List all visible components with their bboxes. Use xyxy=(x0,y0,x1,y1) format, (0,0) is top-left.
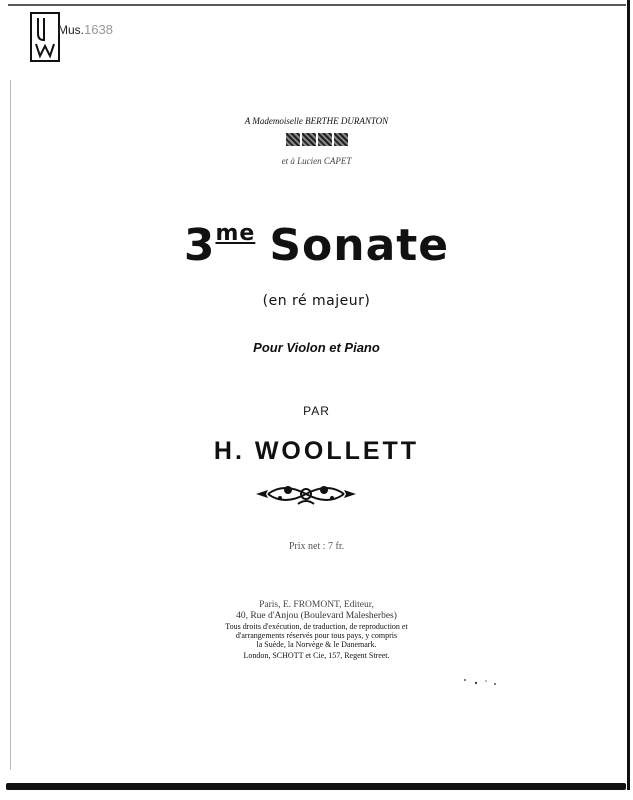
title-ordinal-number: 3 xyxy=(183,220,216,271)
page-edge-bottom xyxy=(6,783,626,790)
price-label: Prix net : 7 fr. xyxy=(288,541,345,552)
page-title xyxy=(0,220,633,271)
publisher-line-5: la Suède, la Norvège & le Danemark. xyxy=(256,640,377,649)
library-shelfmark xyxy=(58,22,113,37)
publisher-line-1: Paris, E. FROMONT, Editeur, xyxy=(259,600,374,610)
ornament-block xyxy=(302,133,316,146)
composer-name: H. WOOLLETT xyxy=(213,437,420,465)
shelfmark-number: 1638 xyxy=(84,22,113,37)
instrumentation: Pour Violon et Piano xyxy=(253,340,380,355)
publisher-line-3: Tous droits d'exécution, de traduction, de reproduction et xyxy=(225,622,408,631)
ornament-block xyxy=(334,133,348,146)
ornament-block xyxy=(286,133,300,146)
dedication-line-2: et à Lucien CAPET xyxy=(281,156,352,166)
by-label: PAR xyxy=(303,404,330,418)
key-subtitle: (en ré majeur) xyxy=(262,293,371,309)
page-edge-top xyxy=(8,4,626,6)
print-specks xyxy=(462,677,502,687)
publisher-line-6: London, SCHOTT et Cie, 157, Regent Street. xyxy=(243,651,390,660)
dedication-ornament-blocks xyxy=(0,133,633,151)
page-edge-left xyxy=(10,80,11,770)
floral-ornament-icon xyxy=(254,480,358,508)
ornament-block xyxy=(318,133,332,146)
title-ordinal-suffix: me xyxy=(215,221,256,246)
publisher-line-2: 40, Rue d'Anjou (Boulevard Malesherbes) xyxy=(236,611,397,621)
title-main: Sonate xyxy=(269,220,450,271)
publisher-line-4: d'arrangements réservés pour tous pays, y compris xyxy=(235,631,398,640)
library-stamp-icon xyxy=(30,12,60,62)
shelfmark-label: Mus. xyxy=(58,23,85,37)
dedication-line-1: A Mademoiselle BERTHE DURANTON xyxy=(244,116,389,126)
